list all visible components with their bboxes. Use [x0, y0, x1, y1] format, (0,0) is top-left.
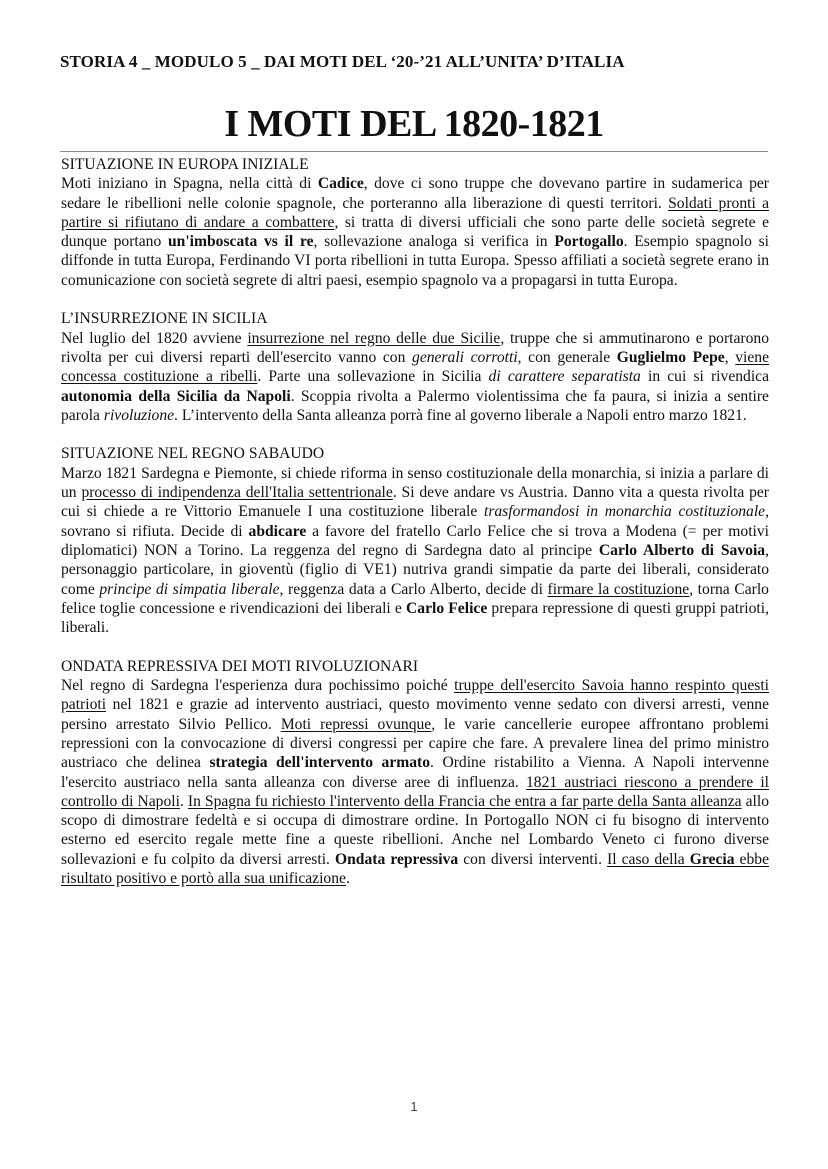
bold-phrase: un'imboscata vs il re — [168, 233, 314, 251]
section-heading: ONDATA REPRESSIVA DEI MOTI RIVOLUZIONARI — [61, 657, 419, 675]
italic-phrase: principe di simpatia liberale — [99, 580, 280, 598]
underlined-phrase: Il caso della — [607, 850, 690, 868]
section-paragraph: Nel luglio del 1820 avviene insurrezione nel regno delle due Sicilie, truppe che si ammutinarono e portarono rivolta per cui diversi reparti dell'esercito vanno con generali corrotti, con generale Guglielmo Pepe, viene concessa costituzione a ribelli. Parte una sollevazione in Sicilia di carattere separatista in cui si rivendica autonomia della Sicilia da Napoli. Scoppia rivolta a Palermo violentissima che fa paura, si inizia a sentire parola rivoluzione. L’intervento della Santa alleanza porrà fine al governo liberale a Napoli entro marzo 1821. — [61, 329, 770, 424]
page-number: 1 — [410, 1099, 418, 1114]
section-heading: L’INSURREZIONE IN SICILIA — [61, 310, 268, 328]
italic-phrase: trasformandosi in monarchia costituzionale — [483, 503, 766, 521]
underlined-phrase: viene concessa costituzione a ribelli — [61, 348, 769, 386]
bold-phrase: Cadice — [317, 175, 364, 193]
underlined-phrase: Soldati pronti a partire si rifiutano di andare a combattere — [61, 194, 769, 231]
underlined-phrase: Moti repressi ovunque — [280, 715, 432, 733]
bold-phrase: Ondata repressiva — [335, 850, 459, 868]
bold-phrase: Carlo Felice — [406, 599, 488, 617]
bold-phrase: Portogallo — [554, 233, 624, 251]
italic-phrase: di carattere separatista — [488, 368, 641, 386]
bold-phrase: abdicare — [248, 522, 307, 540]
section-heading: SITUAZIONE NEL REGNO SABAUDO — [61, 445, 325, 463]
page-title: I MOTI DEL 1820-1821 — [224, 103, 604, 145]
document-body — [61, 155, 769, 908]
bold-phrase: strategia dell'intervento armato — [209, 754, 431, 772]
underlined-phrase: 1821 austriaci riescono a prendere il controllo di Napoli — [61, 773, 769, 810]
underlined-phrase: truppe dell'esercito Savoia hanno respinto questi patrioti — [61, 677, 769, 714]
section-sicilia — [61, 309, 769, 425]
section-paragraph: Moti iniziano in Spagna, nella città di Cadice, dove ci sono truppe che dovevano partire in sudamerica per sedare le ribellioni nelle colonie spagnole, che porteranno alla liberazione di questi territori. Soldati pronti a partire si rifiutano di andare a combattere, si tratta di diversi ufficiali che sono parte delle società segrete e dunque portano un'imboscata vs il re, sollevazione analoga si verifica in Portogallo. Esempio spagnolo si diffonde in tutta Europa, Ferdinando VI porta ribellioni in tutta Europa. Spesso affiliati a società segrete erano in comunicazione con società segrete di altri paesi, esempio spagnolo va a propagarsi in tutta Europa. — [61, 175, 769, 289]
underlined-phrase: insurrezione nel regno delle due Sicilie — [247, 329, 501, 347]
italic-phrase: rivoluzione — [103, 406, 175, 424]
section-europa — [61, 155, 769, 290]
section-paragraph: Marzo 1821 Sardegna e Piemonte, si chiede riforma in senso costituzionale della monarchia, si inizia a parlare di un processo di indipendenza dell'Italia settentrionale. Si deve andare vs Austria. Danno vita a questa rivolta per cui si chiede a re Vittorio Emanuele I una costituzione liberale trasformandosi in monarchia costituzionale, sovrano si rifiuta. Decide di abdicare a favore del fratello Carlo Felice che si trova a Modena (= per motivi diplomatici) NON a Torino. La reggenza del regno di Sardegna dato al principe Carlo Alberto di Savoia, personaggio particolare, in gioventù (figlio di VE1) nutriva grandi simpatie da parte dei liberali, considerato come principe di simpatia liberale, reggenza data a Carlo Alberto, decide di firmare la costituzione, torna Carlo felice toglie concessione e rivendicazioni dei liberali e Carlo Felice prepara repressione di questi gruppi patrioti, liberali. — [61, 464, 770, 637]
section-ondata-repressiva — [61, 657, 769, 889]
title-divider — [60, 151, 768, 152]
underlined-phrase: firmare la costituzione — [547, 580, 690, 598]
course-header: STORIA 4 _ MODULO 5 _ DAI MOTI DEL ‘20-’21 ALL’UNITA’ D’ITALIA — [60, 52, 625, 71]
section-paragraph: Nel regno di Sardegna l'esperienza dura pochissimo poiché truppe dell'esercito Savoia hanno respinto questi patrioti nel 1821 e grazie ad intervento austriaci, questo movimento venne sedato con diversi arresti, venne persino arrestato Silvio Pellico. Moti repressi ovunque, le varie cancellerie europee affrontano problemi repressioni con la convocazione di diversi congressi per capire che fare. A prevalere linea del primo ministro austriaco che delinea strategia dell'intervento armato. Ordine ristabilito a Vienna. A Napoli intervenne l'esercito austriaco nella santa alleanza con diverse aree di influenza. 1821 austriaci riescono a prendere il controllo di Napoli. In Spagna fu richiesto l'intervento della Francia che entra a far parte della Santa alleanza allo scopo di dimostrare fedeltà e si occupa di dimostrare ordine. In Portogallo NON ci fu bisogno di intervento esterno ed esercito regale mette fine a queste ribellioni. Anche nel Lombardo Veneto ci furono diverse sollevazioni e fu colpito da diversi arresti. Ondata repressiva con diversi interventi. Il caso della Grecia ebbe risultato positivo e portò alla sua unificazione. — [61, 677, 769, 887]
underlined-phrase: processo di indipendenza dell'Italia settentrionale — [81, 484, 393, 502]
bold-phrase: autonomia della Sicilia da Napoli — [61, 387, 291, 405]
underlined-phrase: ebbe risultato positivo e portò alla sua unificazione — [61, 850, 769, 887]
bold-phrase: Carlo Alberto di Savoia — [598, 541, 766, 559]
section-heading: SITUAZIONE IN EUROPA INIZIALE — [61, 156, 309, 173]
underlined-phrase: Grecia — [689, 850, 735, 868]
italic-phrase: generali corrotti — [412, 348, 518, 366]
underlined-phrase: In Spagna fu richiesto l'intervento della Francia che entra a far parte della Santa alleanza — [187, 792, 742, 810]
section-regno-sabaudo — [61, 444, 769, 637]
bold-phrase: Guglielmo Pepe — [616, 348, 725, 366]
